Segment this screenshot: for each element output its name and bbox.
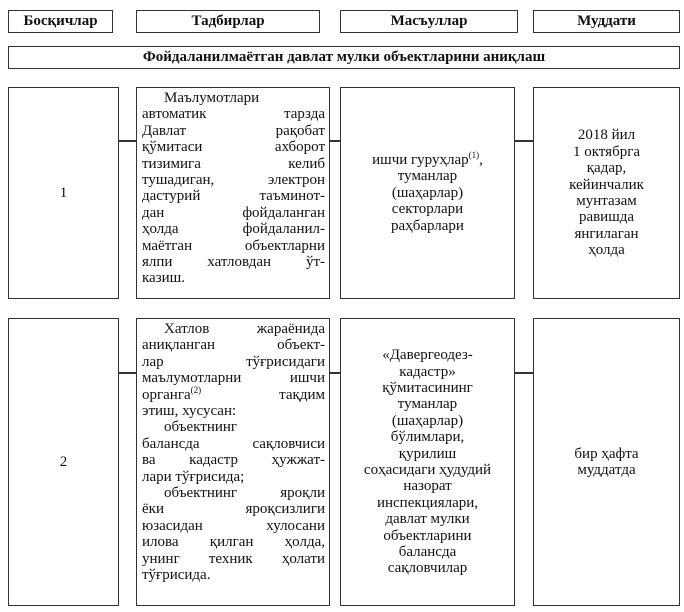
text-line: аниқланган объект-	[142, 337, 325, 354]
deadline-1	[533, 87, 680, 299]
text-line: раҳбарлари	[391, 217, 464, 234]
text-line: секторлари	[391, 201, 464, 218]
text-line: лар тўғрисидаги	[142, 353, 325, 370]
text-line: 1 октябрга	[572, 143, 641, 160]
text-line: назорат	[403, 478, 452, 495]
text-line: дан фойдаланган	[142, 204, 325, 221]
text-line: қўмитасининг	[382, 379, 473, 396]
responsible-1	[340, 87, 515, 299]
connector-line	[514, 372, 533, 374]
text-line: бўлимлари,	[390, 429, 465, 446]
measures-1	[136, 87, 330, 299]
deadline-2	[533, 318, 680, 606]
text-line: казиш.	[142, 270, 185, 287]
text-line: тўғрисида.	[142, 567, 211, 584]
text: ,	[479, 151, 483, 168]
text-line: Давлат рақобат	[142, 122, 325, 139]
text-line: балансда	[398, 544, 457, 561]
text-line: дастурий таъминот-	[142, 188, 325, 205]
text-line: илова қилган ҳолда,	[142, 534, 325, 551]
text-line: этиш, хусусан:	[142, 403, 237, 420]
text-line: ёки яроқсизлиги	[142, 501, 325, 518]
responsible-2	[340, 318, 515, 606]
text-line: қурилиш	[398, 445, 457, 462]
text-line: 2018 йил	[577, 127, 636, 144]
text-line: ҳолда фойдаланил-	[142, 221, 325, 238]
text-line: унинг техник ҳолати	[142, 550, 325, 567]
text-line: тушадиган, электрон	[142, 172, 325, 189]
text-line: туманлар	[397, 168, 458, 185]
text-line: қадар,	[586, 160, 627, 177]
stage-2: 2	[8, 318, 119, 606]
text-line: қўмитаси ахборот	[142, 139, 325, 156]
footnote-marker: (2)	[190, 384, 202, 395]
text-line: муддатда	[577, 462, 636, 478]
text-line: кадастр»	[399, 363, 456, 380]
stage-1: 1	[8, 87, 119, 299]
connector-line	[514, 140, 533, 142]
text-line: давлат мулки	[385, 511, 470, 528]
text-line: бир ҳафта	[574, 445, 639, 462]
text: ишчи гуруҳлар	[372, 151, 469, 168]
text-line: Хатлов жараёнида	[164, 321, 325, 337]
text-line: (шаҳарлар)	[391, 184, 464, 201]
text-line: юзасидан хулосани	[142, 517, 325, 534]
text-line: Маълумотлари	[164, 90, 260, 106]
text-line: инспекциялари,	[376, 494, 479, 511]
text-line	[142, 384, 325, 403]
text-line: янгилаган	[574, 225, 639, 242]
text-line: равишда	[578, 209, 635, 226]
header-responsible: Масъуллар	[340, 10, 518, 33]
text-line: ялпи хатловдан ўт-	[142, 254, 325, 271]
text-line: «Давергеодез-	[382, 347, 473, 364]
text-line: туманлар	[397, 396, 458, 413]
text-line: кейинчалик	[569, 176, 644, 193]
text-line: тизимига келиб	[142, 155, 325, 172]
text-line: объектнинг	[164, 419, 238, 436]
text-line: балансда сақловчиси	[142, 435, 325, 452]
text: органга	[142, 386, 191, 403]
text-line: объектнинг яроқли	[164, 485, 325, 502]
text-line: маълумотларни ишчи	[142, 370, 325, 387]
text-line: лари тўғрисида;	[142, 468, 245, 485]
text-line	[341, 149, 514, 168]
section-title: Фойдаланилмаётган давлат мулки объектларини аниқлаш	[8, 46, 680, 69]
text-line: (шаҳарлар)	[391, 412, 464, 429]
text-line: ҳолда	[588, 242, 625, 259]
text-line: ва кадастр ҳужжат-	[142, 452, 325, 469]
text-line: мунтазам	[576, 193, 637, 209]
header-measures: Тадбирлар	[136, 10, 320, 33]
footnote-marker: (1)	[468, 149, 480, 160]
header-stages: Босқичлар	[8, 10, 113, 33]
text-line: автоматик тарзда	[142, 106, 325, 123]
text-line: соҳасидаги ҳудудий	[363, 462, 492, 478]
text: тақдим	[201, 386, 325, 403]
text-line: объектларини	[383, 527, 472, 544]
text-line: маётган объектларни	[142, 237, 325, 254]
text-line: сақловчилар	[387, 560, 468, 577]
measures-2	[136, 318, 330, 606]
header-deadline: Муддати	[533, 10, 680, 33]
